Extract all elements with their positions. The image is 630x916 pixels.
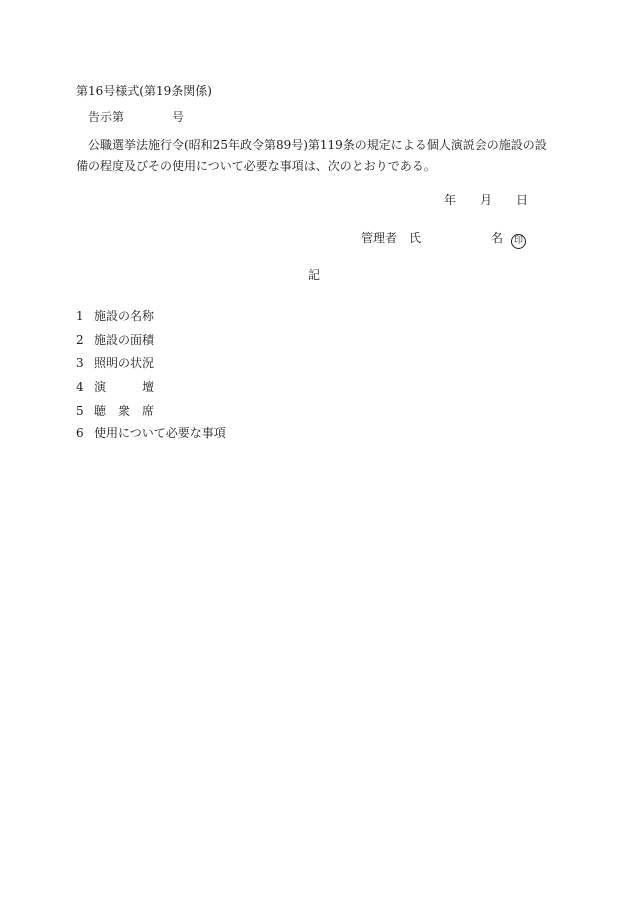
list-item [76, 405, 154, 417]
item-number: 1 [76, 309, 84, 323]
manager-line [361, 232, 526, 249]
item-number: 4 [76, 380, 84, 394]
form-number: 第16号様式(第19条関係) [76, 84, 212, 98]
list-item [76, 310, 154, 322]
manager-name-first: 氏 [409, 231, 422, 245]
list-item [76, 357, 154, 369]
item-label: 演 壇 [94, 380, 155, 394]
item-label: 使用について必要な事項 [94, 426, 226, 440]
list-item [76, 334, 154, 346]
date-month: 月 [480, 193, 493, 207]
notice-line [88, 111, 184, 123]
notice-prefix: 告示第 [88, 110, 125, 124]
seal-mark: 印 [511, 234, 526, 249]
list-item [76, 427, 226, 439]
list-item [76, 381, 154, 393]
item-number: 6 [76, 426, 84, 440]
notice-suffix: 号 [172, 110, 185, 124]
body-text: 公職選挙法施行令(昭和25年政令第89号)第119条の規定による個人演説会の施設の設備の程度及びその使用について必要な事項は、次のとおりである。 [76, 138, 547, 173]
date-day: 日 [516, 193, 529, 207]
date-line [444, 194, 528, 206]
item-number: 3 [76, 356, 84, 370]
manager-name-second: 名 [491, 231, 504, 245]
item-number: 2 [76, 333, 84, 347]
ki-heading: 記 [308, 268, 321, 282]
item-label: 聴 衆 席 [94, 404, 155, 418]
manager-title: 管理者 [361, 231, 398, 245]
date-year: 年 [444, 193, 457, 207]
item-number: 5 [76, 404, 84, 418]
item-label: 照明の状況 [94, 356, 155, 370]
item-label: 施設の名称 [94, 309, 155, 323]
item-label: 施設の面積 [94, 333, 155, 347]
